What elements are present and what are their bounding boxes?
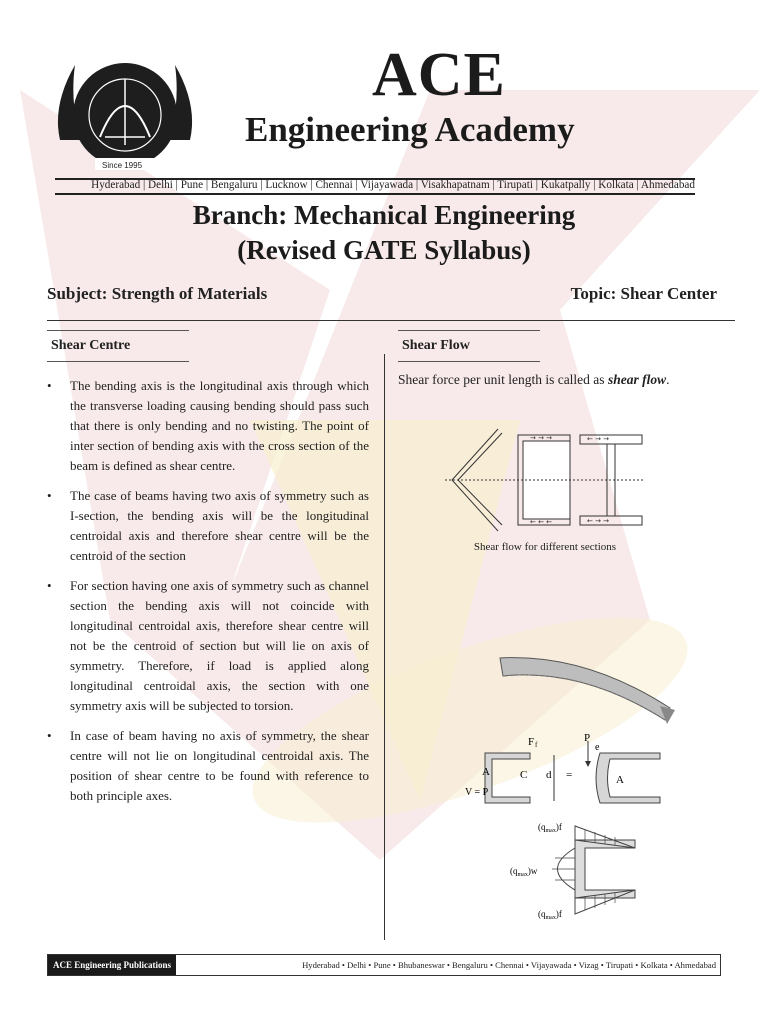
- academy-title: ACE: [372, 41, 506, 109]
- fig3-label-a1: A: [482, 766, 490, 778]
- topic-label: Topic: Shear Center: [570, 284, 717, 303]
- fig3-label-p: P: [584, 733, 591, 744]
- fig4-mid-label: $(q_{max})w$: [510, 866, 538, 878]
- definition-text: Shear force per unit length is called as: [398, 372, 608, 387]
- section-divider: [47, 320, 735, 321]
- svg-text:← → →: ← → →: [587, 435, 610, 443]
- academy-subtitle: Engineering Academy: [245, 110, 575, 149]
- shear-centre-bullets: [47, 376, 369, 816]
- shear-flow-figure-caption: Shear flow for different sections: [473, 541, 617, 553]
- fig3-label-v: V = P: [465, 787, 489, 798]
- branch-line-1: Branch: Mechanical Engineering: [192, 200, 576, 230]
- bullet-item: • The case of beams having two axis of symmetry such as I-section, the bending axis will be the longitudinal centroidal axis and therefore shear centre will be the centroid of the section: [47, 486, 369, 566]
- column-divider: [384, 354, 385, 940]
- ace-logo: [50, 45, 200, 175]
- channel-shear-centre-figure: [460, 733, 670, 808]
- svg-text:→ → →: → → →: [530, 434, 553, 442]
- logo-since: Since 1995: [102, 161, 143, 170]
- shear-flow-definition: [398, 372, 669, 388]
- definition-term: shear flow: [607, 372, 667, 387]
- shear-centre-heading: Shear Centre: [47, 330, 189, 362]
- fig4-bottom-label: $(q_{max})f$: [538, 909, 562, 921]
- bullet-item: • In case of beam having no axis of symmetry, the shear centre will not lie on longitudinal centroidal axis. The position of shear centre to be found with reference to both principle axes.: [47, 726, 369, 806]
- twisted-beam-figure: [495, 648, 680, 728]
- page-footer: [47, 954, 721, 976]
- fig3-label-e: e: [595, 742, 600, 753]
- fig3-label-d: d: [546, 769, 552, 781]
- fig3-label-ff: F: [528, 736, 535, 748]
- header-rule-bottom: [55, 193, 695, 195]
- shear-stress-distribution-figure: [500, 818, 650, 922]
- svg-text:← → →: ← → →: [587, 517, 610, 525]
- shear-flow-heading: Shear Flow: [398, 330, 540, 362]
- fig3-label-eq: =: [566, 769, 573, 781]
- definition-end: .: [666, 372, 670, 387]
- footer-publisher: ACE Engineering Publications: [48, 955, 176, 975]
- svg-text:← ← ←: ← ← ←: [530, 518, 553, 526]
- fig4-top-label: $(q_{max})f$: [538, 822, 562, 834]
- fig3-label-a2: A: [616, 774, 624, 786]
- subject-label: Subject: Strength of Materials: [47, 284, 268, 303]
- fig3-label-c: C: [520, 769, 528, 781]
- branch-title: [0, 198, 768, 268]
- branch-line-2: (Revised GATE Syllabus): [237, 235, 531, 265]
- bullet-item: • For section having one axis of symmetry such as channel section the bending axis will not coincide with longitudinal centroidal axis, therefore shear centre will not be the centroid of section but will lie on axis of symmetry. Therefore, if load is applied along longitudinal centroidal axis, the section with one symmetry axis will be subjected to torsion.: [47, 576, 369, 716]
- bullet-item: • The bending axis is the longitudinal axis through which the transverse loading causing bending should pass such that there is only bending and no twisting. The point of inter section of bending axis with the cross section of the beam is defined as shear centre.: [47, 376, 369, 476]
- fig3-label-ff-sub: f: [535, 741, 538, 749]
- header-cities: Hyderabad | Delhi | Pune | Bengaluru | Lucknow | Chennai | Vijayawada | Visakhapatnam | Tirupati | Kukatpally | Kolkata | Ahmedabad: [91, 179, 695, 191]
- footer-cities: Hyderabad • Delhi • Pune • Bhubaneswar • Bengaluru • Chennai • Vijayawada • Vizag • Tirupati • Kolkata • Ahmedabad: [302, 960, 716, 970]
- shear-flow-sections-figure: [440, 425, 650, 540]
